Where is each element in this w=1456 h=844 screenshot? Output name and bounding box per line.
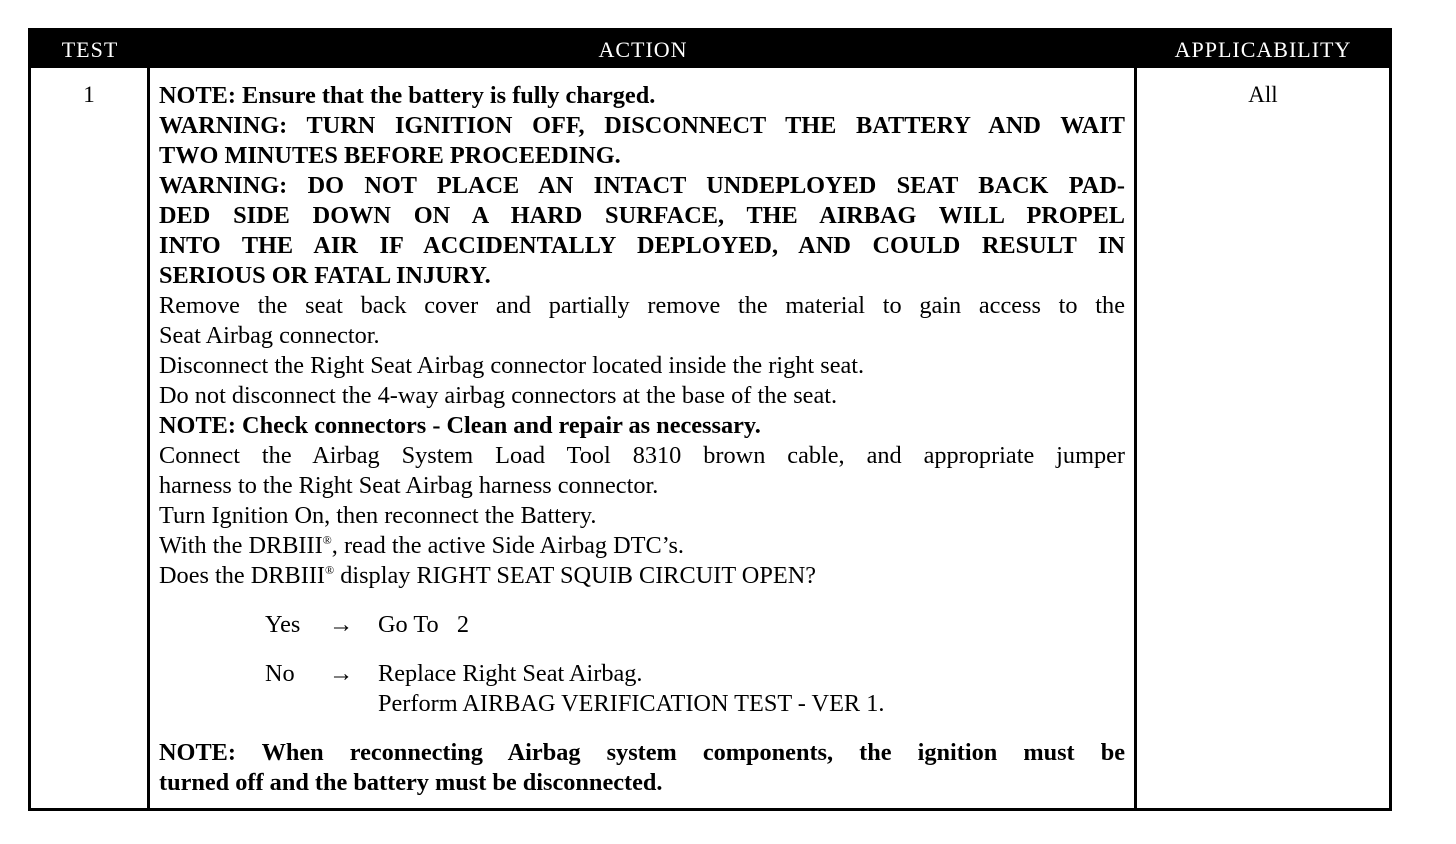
note-connectors: NOTE: Check connectors - Clean and repair as necessary. xyxy=(159,412,761,439)
registered-mark: ® xyxy=(322,533,332,547)
instruction-line: Connect the Airbag System Load Tool 8310 brown cable, and appropriate jumper xyxy=(159,442,1125,469)
warning-seat-line: DED SIDE DOWN ON A HARD SURFACE, THE AIRBAG WILL PROPEL xyxy=(159,202,1125,229)
action-text xyxy=(159,81,1125,798)
warning-seat-line: WARNING: DO NOT PLACE AN INTACT UNDEPLOYED SEAT BACK PAD- xyxy=(159,172,1125,199)
note-battery: NOTE: Ensure that the battery is fully charged. xyxy=(159,82,656,109)
table-header xyxy=(31,31,1389,68)
diagnostic-table xyxy=(28,28,1392,811)
text-fragment: , read the active Side Airbag DTC’s. xyxy=(331,532,685,559)
action-cell xyxy=(150,68,1134,808)
registered-mark: ® xyxy=(325,563,335,577)
applicability-value: All xyxy=(1248,82,1278,107)
text-fragment: With the DRBIII xyxy=(159,532,323,559)
instruction-line: Seat Airbag connector. xyxy=(159,322,380,349)
note-reconnect: turned off and the battery must be disconnected. xyxy=(159,769,663,796)
warning-ignition-line: TWO MINUTES BEFORE PROCEEDING. xyxy=(159,142,621,169)
no-label: No xyxy=(265,660,295,687)
test-number: 1 xyxy=(83,82,95,107)
note-reconnect: NOTE: When reconnecting Airbag system components, the ignition must be xyxy=(159,739,1125,766)
applicability-cell xyxy=(1137,68,1389,808)
instruction-line: Disconnect the Right Seat Airbag connector located inside the right seat. xyxy=(159,352,865,379)
instruction-line: Remove the seat back cover and partially remove the material to gain access to the xyxy=(159,292,1125,319)
header-test: TEST xyxy=(61,37,119,62)
instruction-line: Do not disconnect the 4-way airbag connectors at the base of the seat. xyxy=(159,382,838,409)
instruction-line: Turn Ignition On, then reconnect the Battery. xyxy=(159,502,597,529)
arrow-right-icon: → xyxy=(329,660,354,687)
test-cell xyxy=(31,68,147,808)
text-fragment: display RIGHT SEAT SQUIB CIRCUIT OPEN? xyxy=(334,562,817,589)
yes-label: Yes xyxy=(265,611,301,638)
no-result: Perform AIRBAG VERIFICATION TEST - VER 1. xyxy=(378,690,885,717)
branch-no xyxy=(159,659,1125,689)
text-fragment: Does the DRBIII xyxy=(159,562,325,589)
warning-seat-line: INTO THE AIR IF ACCIDENTALLY DEPLOYED, AND COULD RESULT IN xyxy=(159,232,1125,259)
question-line xyxy=(159,561,1125,591)
header-applicability: APPLICABILITY xyxy=(1174,37,1352,62)
arrow-right-icon: → xyxy=(329,611,354,638)
warning-seat-line: SERIOUS OR FATAL INJURY. xyxy=(159,262,491,289)
no-result: Replace Right Seat Airbag. xyxy=(378,660,643,687)
branch-yes xyxy=(159,610,1125,640)
spacer xyxy=(159,719,1125,738)
header-action: ACTION xyxy=(598,37,688,62)
warning-ignition-line: WARNING: TURN IGNITION OFF, DISCONNECT THE BATTERY AND WAIT xyxy=(159,112,1125,139)
spacer xyxy=(159,640,1125,659)
spacer xyxy=(159,591,1125,610)
branch-no-continued xyxy=(159,689,1125,719)
yes-result: Go To 2 xyxy=(378,611,469,638)
instruction-line: harness to the Right Seat Airbag harness connector. xyxy=(159,472,659,499)
instruction-line xyxy=(159,531,1125,561)
